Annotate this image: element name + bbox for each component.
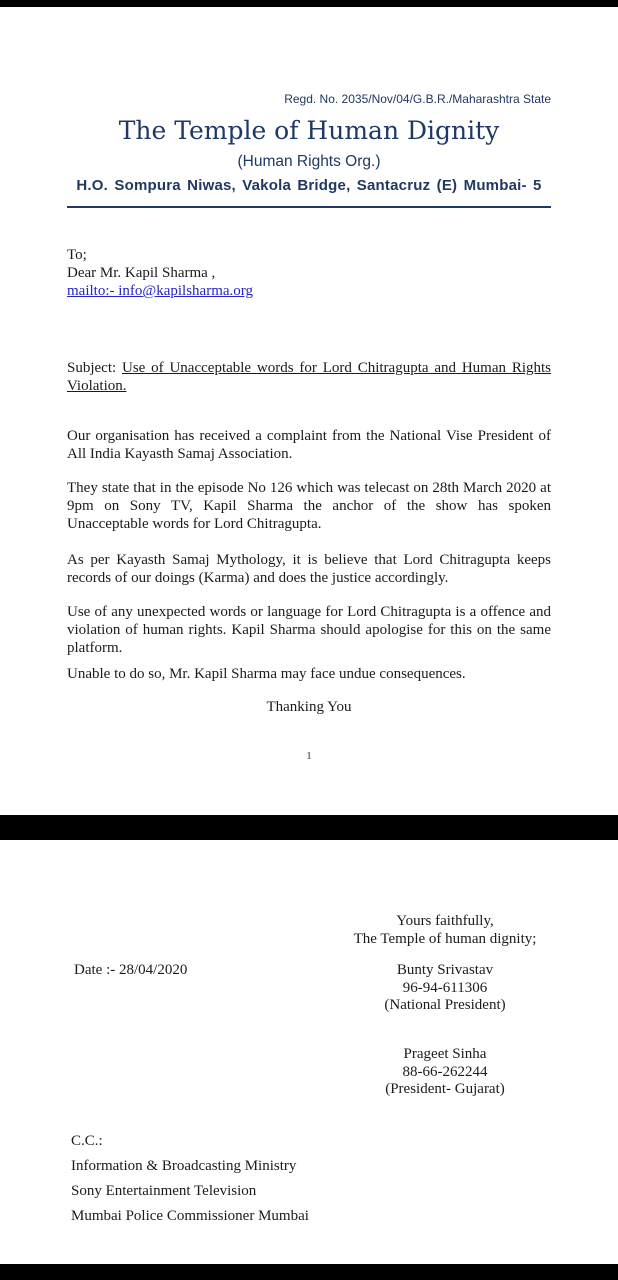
date-line: Date :- 28/04/2020 (74, 962, 188, 978)
cc-label: C.C.: (71, 1133, 103, 1149)
closing-thanks: Thanking You (266, 699, 352, 715)
signatory-name: Bunty Srivastav (396, 962, 494, 978)
signoff-line-2: The Temple of human dignity; (353, 931, 537, 947)
recipient-name: Dear Mr. Kapil Sharma , (67, 265, 216, 281)
mailto-prefix: mailto:- (67, 283, 115, 299)
signatory-phone: 96-94-611306 (402, 979, 488, 996)
page-number: 1 (306, 750, 312, 762)
cc-block (71, 1132, 551, 1232)
signoff-block (280, 912, 610, 948)
body-paragraph: They state that in the episode No 126 which was telecast on 28th March 2020 at 9pm on Sony TV, Kapil Sharma the anchor of the show has spoken Unacceptable words for Lord Chitragupta. (67, 480, 551, 532)
cc-item: Information & Broadcasting Ministry (71, 1158, 297, 1174)
recipient-block (67, 246, 551, 300)
body-paragraph: Our organisation has received a complaint from the National Vise President of All India Kayasth Samaj Association. (67, 428, 551, 462)
bottom-letterbox-bar (0, 1264, 618, 1280)
body-paragraph: As per Kayasth Samaj Mythology, it is believe that Lord Chitragupta keeps records of our doings (Karma) and does the justice accordingly. (67, 552, 551, 586)
signatory-title: (President- Gujarat) (385, 1081, 505, 1097)
org-address: H.O. Sompura Niwas, Vakola Bridge, Santacruz (E) Mumbai- 5 (76, 177, 542, 194)
signatory-block (280, 1046, 610, 1099)
body-paragraph: Unable to do so, Mr. Kapil Sharma may face undue consequences. (67, 666, 466, 682)
subject-text: Use of Unacceptable words for Lord Chitragupta and Human Rights Violation. (67, 360, 551, 394)
signatory-block (280, 962, 610, 1015)
top-letterbox-bar (0, 0, 618, 7)
signatory-phone: 88-66-262244 (402, 1063, 488, 1080)
page-separator-bar (0, 815, 618, 840)
email-address-link[interactable]: info@kapilsharma.org (118, 283, 254, 299)
org-title: The Temple of Human Dignity (118, 116, 500, 145)
subject-line (67, 359, 551, 395)
cc-item: Mumbai Police Commissioner Mumbai (71, 1208, 309, 1224)
signatory-title: (National President) (384, 997, 506, 1013)
org-subtitle: (Human Rights Org.) (237, 153, 381, 170)
registration-number: Regd. No. 2035/Nov/04/G.B.R./Maharashtra State (284, 92, 551, 106)
email-line (67, 282, 551, 300)
cc-item: Sony Entertainment Television (71, 1183, 257, 1199)
to-label: To; (67, 247, 87, 263)
signatory-name: Prageet Sinha (403, 1046, 487, 1062)
signoff-line-1: Yours faithfully, (396, 913, 494, 929)
header-divider (67, 206, 551, 208)
mailto-link[interactable] (67, 283, 253, 299)
body-paragraph: Use of any unexpected words or language for Lord Chitragupta is a offence and violation of human rights. Kapil Sharma should apologise for this on the same platform. (67, 604, 551, 656)
subject-label: Subject: (67, 360, 122, 376)
